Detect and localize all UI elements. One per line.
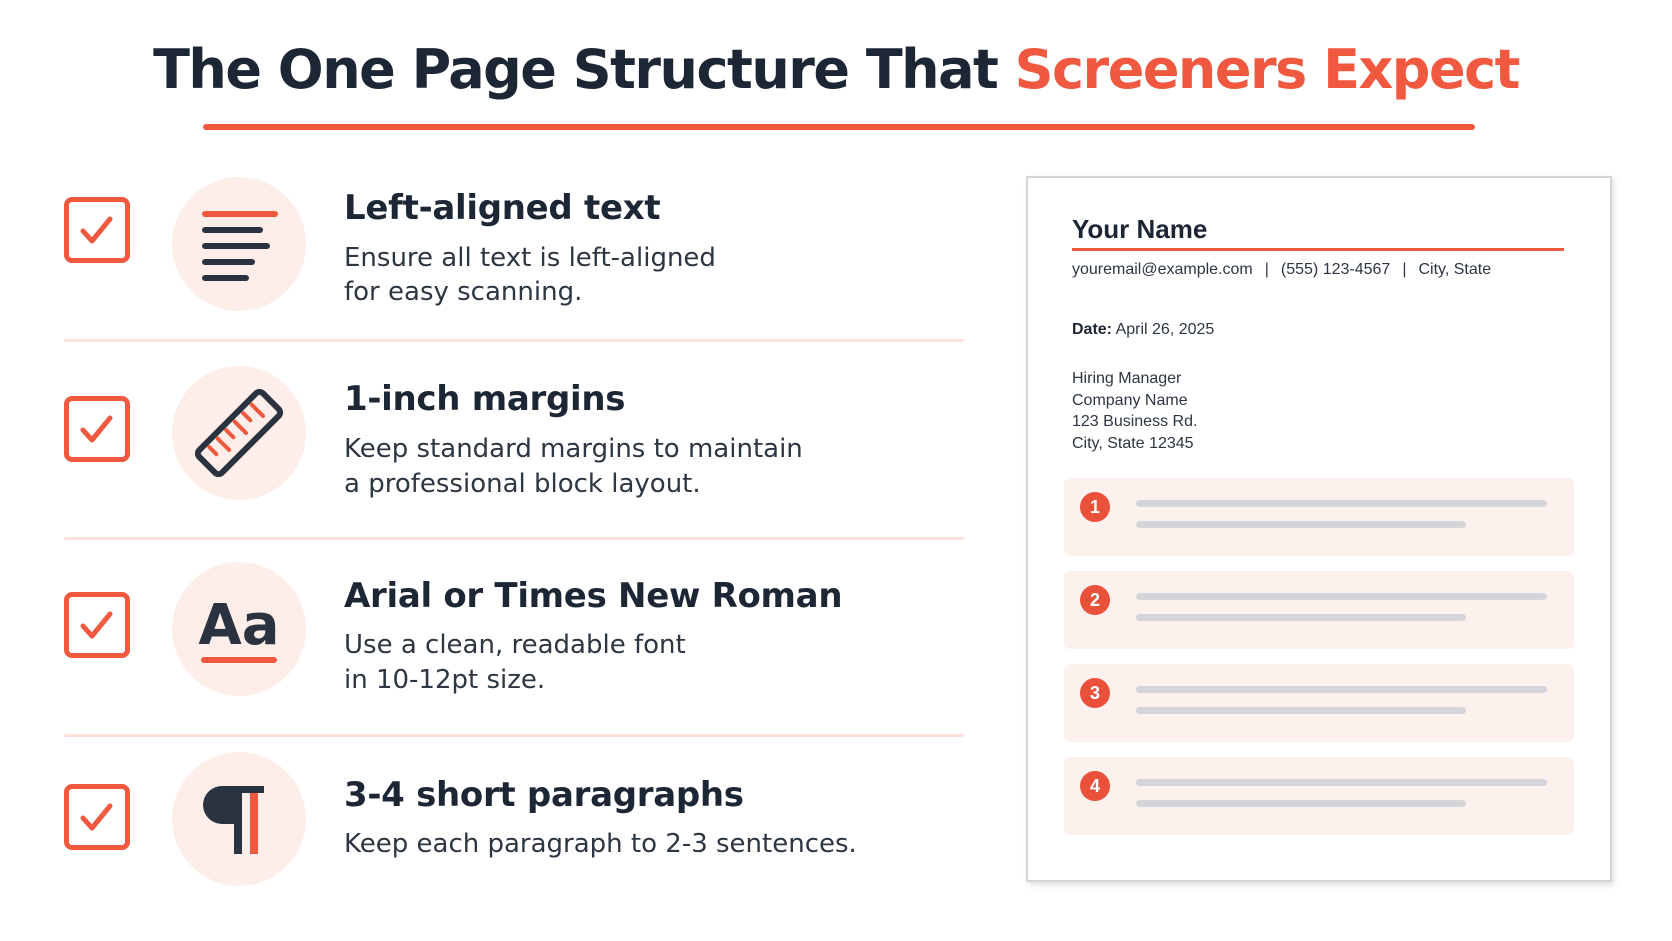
placeholder-text-line — [1136, 614, 1466, 621]
contact-separator: | — [1402, 261, 1407, 278]
font-aa-icon — [172, 562, 306, 696]
item-description-line2: for easy scanning. — [344, 277, 583, 307]
letter-date-value: April 26, 2025 — [1115, 321, 1215, 338]
placeholder-text-line — [1136, 707, 1466, 714]
letter-date-label: Date: — [1072, 321, 1113, 338]
item-description-line1: Ensure all text is left-aligned — [344, 243, 716, 273]
letter-paragraph-block — [1064, 757, 1574, 835]
title-accent-text: Screeners Expect — [1014, 38, 1519, 101]
contact-separator: | — [1264, 261, 1269, 278]
recipient-line: City, State 12345 — [1072, 434, 1194, 452]
cover-letter-preview — [1026, 176, 1612, 882]
paragraph-number-badge: 3 — [1080, 678, 1110, 708]
placeholder-text-line — [1136, 500, 1547, 507]
recipient-line: Company Name — [1072, 391, 1188, 409]
item-title: 3-4 short paragraphs — [344, 775, 744, 815]
paragraph-icon — [172, 752, 306, 886]
placeholder-text-line — [1136, 800, 1466, 807]
placeholder-text-line — [1136, 779, 1547, 786]
ruler-icon — [172, 366, 306, 500]
letter-phone: (555) 123-4567 — [1280, 261, 1391, 278]
letter-location: City, State — [1418, 261, 1492, 278]
title-main-text: The One Page Structure That — [153, 38, 1015, 101]
placeholder-text-line — [1136, 686, 1547, 693]
letter-contact-line — [1072, 261, 1491, 279]
checkbox-icon[interactable] — [64, 396, 130, 462]
item-description-line2: a professional block layout. — [344, 469, 701, 499]
recipient-line: 123 Business Rd. — [1072, 413, 1198, 430]
item-title: Left-aligned text — [344, 188, 661, 228]
item-title: Arial or Times New Roman — [344, 576, 843, 616]
paragraph-number-badge: 4 — [1080, 771, 1110, 801]
letter-paragraph-block — [1064, 478, 1574, 556]
letter-header-rule — [1072, 248, 1564, 251]
letter-email: youremail@example.com — [1072, 261, 1253, 278]
align-left-icon — [172, 177, 306, 311]
item-description-line1: Keep each paragraph to 2-3 sentences. — [344, 829, 857, 859]
letter-name: Your Name — [1072, 214, 1208, 244]
paragraph-number-badge: 1 — [1080, 492, 1110, 522]
letter-recipient-block — [1072, 368, 1197, 454]
checkbox-icon[interactable] — [64, 784, 130, 850]
recipient-line: Hiring Manager — [1072, 370, 1182, 387]
paragraph-number-badge: 2 — [1080, 585, 1110, 615]
item-title: 1-inch margins — [344, 379, 626, 419]
placeholder-text-line — [1136, 593, 1547, 600]
letter-date — [1072, 321, 1214, 339]
item-description-line1: Use a clean, readable font — [344, 630, 686, 660]
checkbox-icon[interactable] — [64, 592, 130, 658]
divider — [64, 537, 964, 540]
divider — [64, 734, 964, 737]
item-description-line1: Keep standard margins to maintain — [344, 434, 803, 464]
checkbox-icon[interactable] — [64, 197, 130, 263]
letter-paragraph-block — [1064, 664, 1574, 742]
letter-paragraph-block — [1064, 571, 1574, 649]
item-description-line2: in 10-12pt size. — [344, 665, 546, 695]
font-aa-glyph: Aa — [198, 593, 280, 658]
divider — [64, 339, 964, 342]
placeholder-text-line — [1136, 521, 1466, 528]
